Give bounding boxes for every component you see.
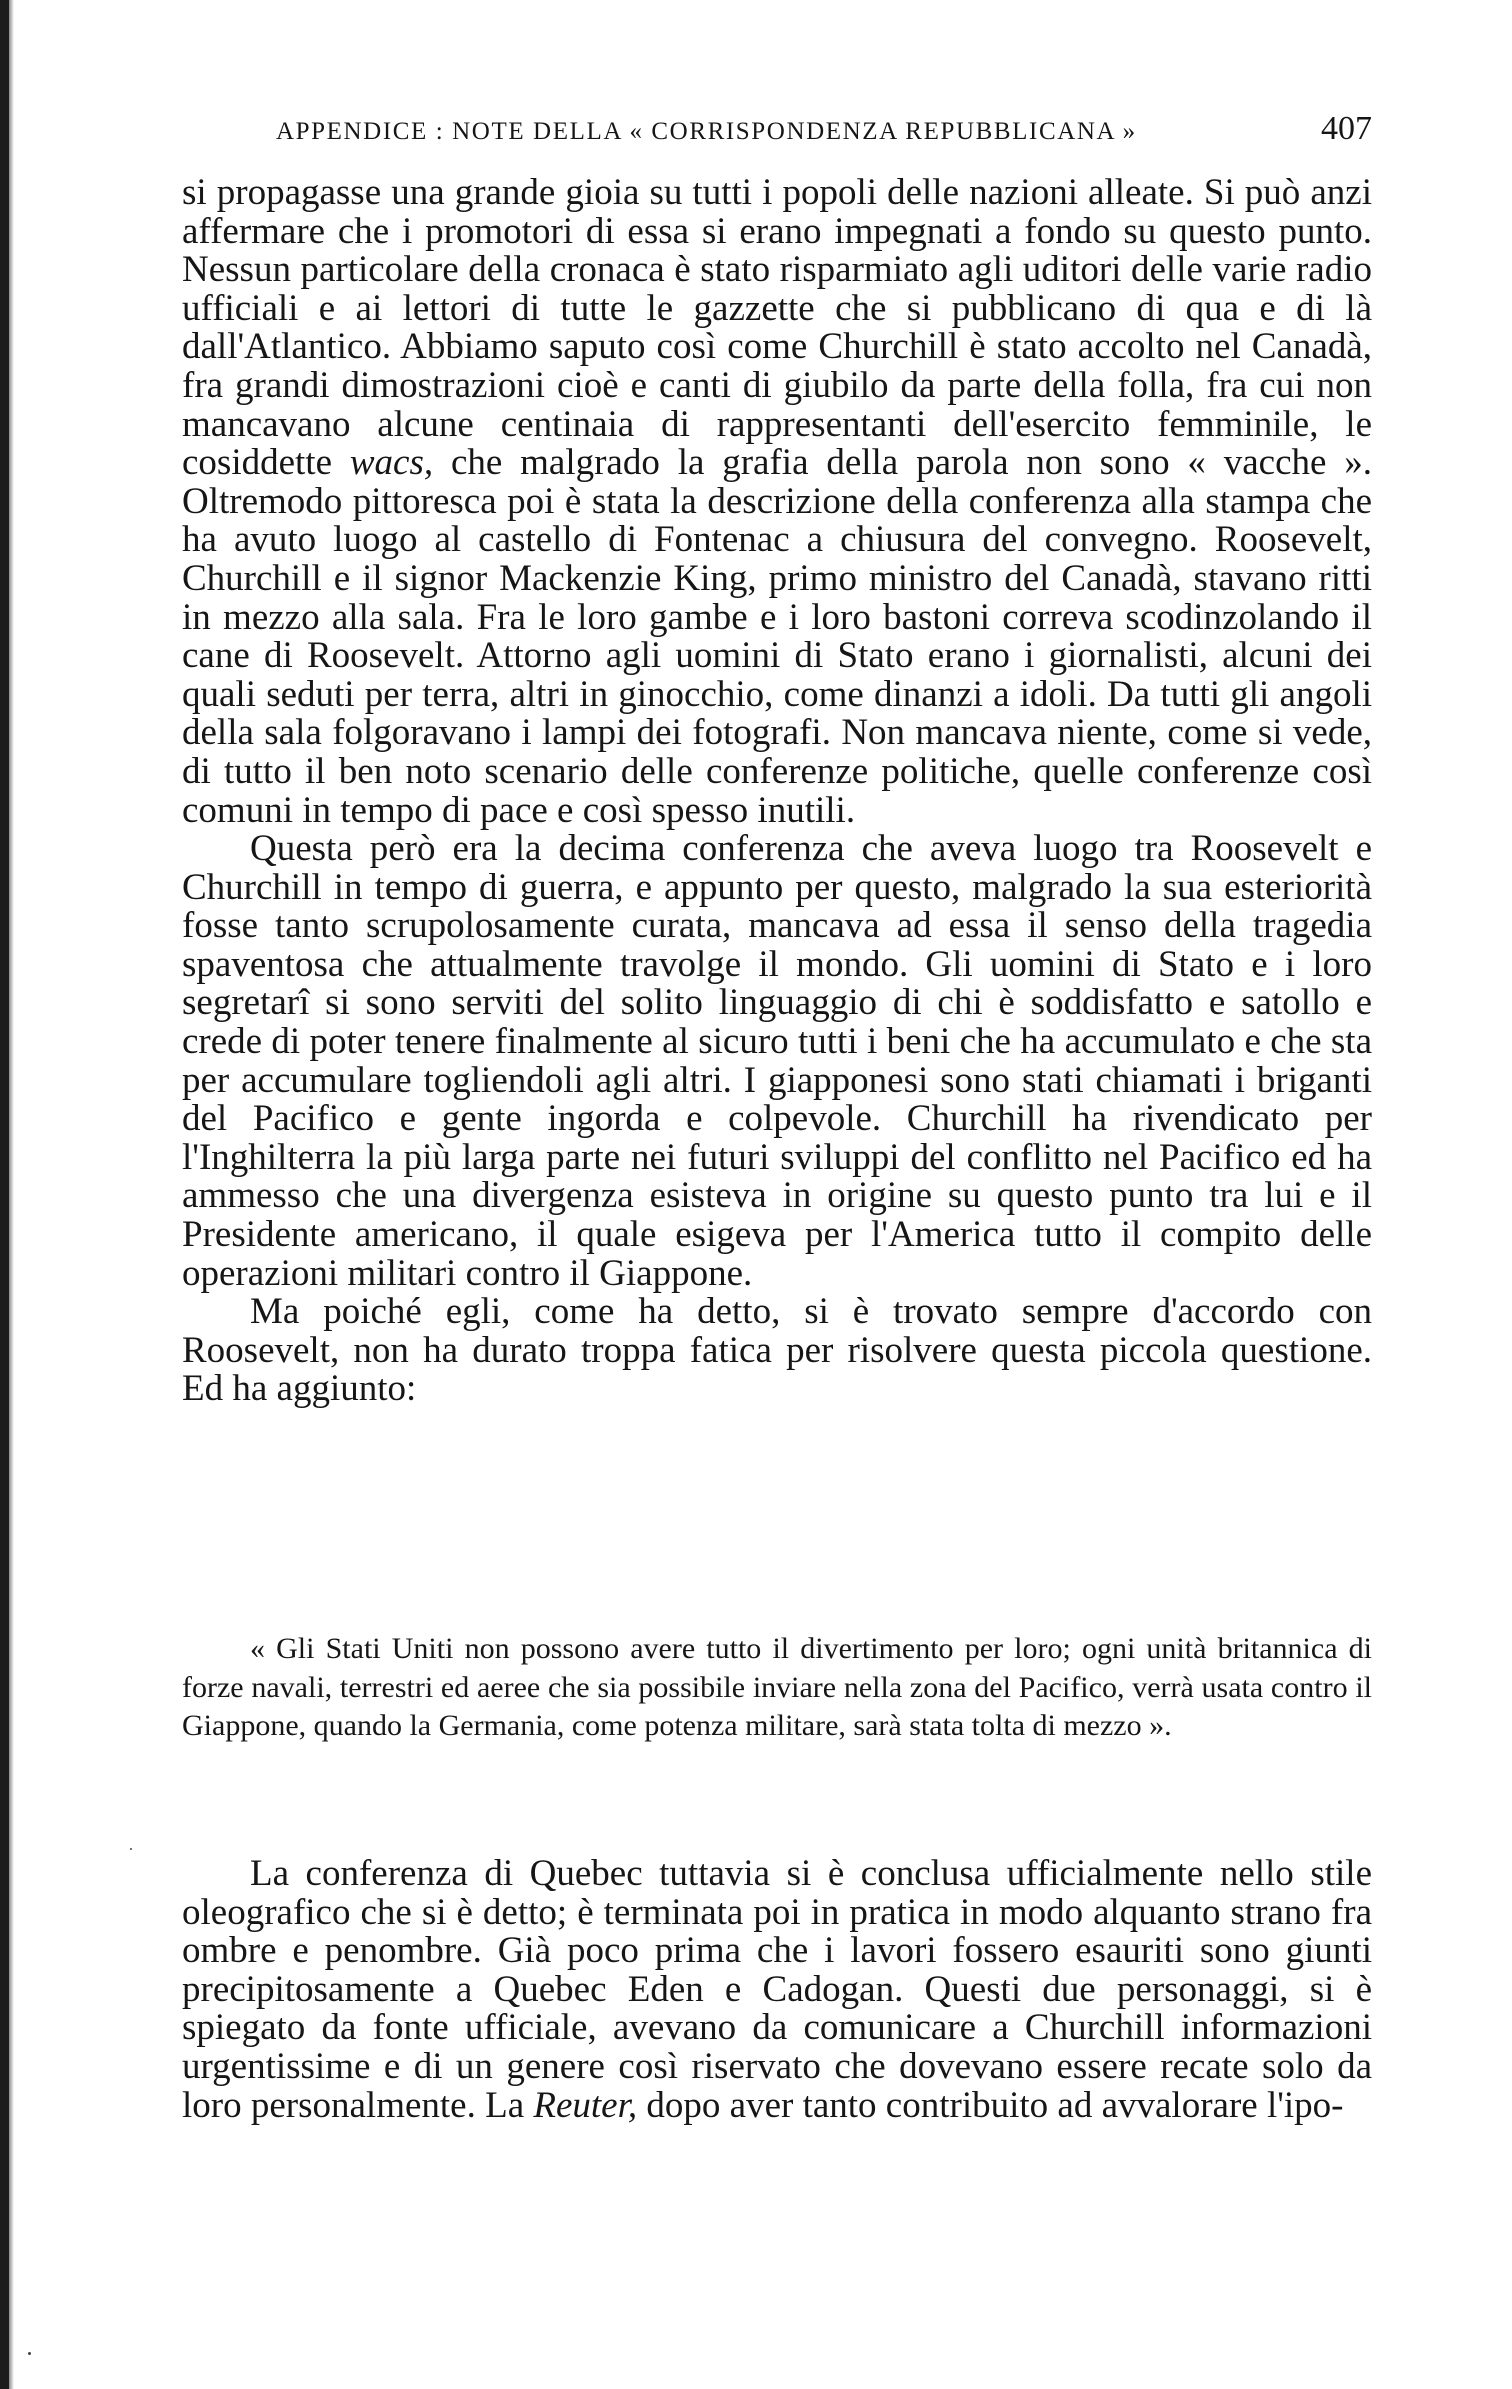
scan-speck xyxy=(28,2352,31,2355)
paragraph-4 xyxy=(182,1855,1372,2125)
block-quote: « Gli Stati Uniti non possono avere tutto il divertimento per loro; ogni unità britannica di forze navali, terrestri ed aeree che sia possibile inviare nella zona del Pacifico, verrà usata contro il Giappone, quando la Germania, come potenza militare, sarà stata tolta di mezzo ». xyxy=(182,1632,1372,1743)
italic-term-reuter: Reuter, xyxy=(533,2084,638,2126)
page-number: 407 xyxy=(1321,110,1372,147)
main-text xyxy=(182,174,1372,1409)
running-title: APPENDICE : NOTE DELLA « CORRISPONDENZA REPUBBLICANA » xyxy=(276,118,1137,145)
paragraph-2: Questa però era la decima conferenza che aveva luogo tra Roosevelt e Churchill in tempo di guerra, e appunto per questo, malgrado la sua esteriorità fosse tanto scrupolosamente curata, mancava ad essa il senso della tragedia spaventosa che attualmente travolge il mondo. Gli uomini di Stato e i loro segretarî si sono serviti del solito linguaggio di chi è soddisfatto e satollo e crede di poter tenere finalmente al sicuro tutti i beni che ha accumulato e che sta per accumulare togliendoli agli altri. I giapponesi sono stati chiamati i briganti del Pacifico e gente ingorda e colpevole. Churchill ha rivendicato per l'Inghilterra la più larga parte nei futuri sviluppi del conflitto nel Pacifico ed ha ammesso che una divergenza esisteva in origine su questo punto tra lui e il Presidente americano, il quale esigeva per l'America tutto il compito delle operazioni militari contro il Giappone. xyxy=(182,828,1372,1294)
page-binding-shadow xyxy=(9,0,14,2389)
paragraph-1 xyxy=(182,174,1372,830)
italic-term-wacs: wacs, xyxy=(349,442,434,484)
paragraph-4-text-b: dopo aver tanto contribuito ad avvalorare l'ipo- xyxy=(646,2084,1344,2126)
page-binding-edge xyxy=(0,0,9,2389)
page-header xyxy=(276,106,1372,156)
paragraph-1-text-b: che malgrado la grafia della parola non sono « vacche ». Oltremodo pittoresca poi è stata la descrizione della conferenza alla stampa che ha avuto luogo al castello di Fontenac a chiusura del convegno. Roosevelt, Churchill e il signor Mackenzie King, primo ministro del Canadà, stavano ritti in mezzo alla sala. Fra le loro gambe e i loro bastoni correva scodinzolando il cane di Roosevelt. Attorno agli uomini di Stato erano i giornalisti, alcuni dei quali seduti per terra, altri in ginocchio, come dinanzi a idoli. Da tutti gli angoli della sala folgoravano i lampi dei fotografi. Non mancava niente, come si vede, di tutto il ben noto scenario delle conferenze politiche, quelle conferenze così comuni in tempo di pace e così spesso inutili. xyxy=(182,442,1373,831)
paragraph-4-text-a: La conferenza di Quebec tuttavia si è conclusa ufficialmente nello stile oleografico che si è detto; è terminata poi in pratica in modo alquanto strano fra ombre e penombre. Già poco prima che i lavori fossero esauriti sono giunti precipitosamente a Quebec Eden e Cadogan. Questi due personaggi, si è spiegato da fonte ufficiale, avevano da comunicare a Churchill informazioni urgentissime e di un genere così riservato che dovevano essere recate solo da loro personalmente. La xyxy=(182,1853,1372,2126)
scan-speck xyxy=(130,1848,132,1850)
paragraph-3: Ma poiché egli, come ha detto, si è trovato sempre d'accordo con Roosevelt, non ha durato troppa fatica per risolvere questa piccola questione. Ed ha aggiunto: xyxy=(182,1291,1372,1410)
paragraph-1-text-a: si propagasse una grande gioia su tutti i popoli delle nazioni alleate. Si può anzi affermare che i promotori di essa si erano impegnati a fondo su questo punto. Nessun particolare della cronaca è stato risparmiato agli uditori delle varie radio ufficiali e ai lettori di tutte le gazzette che si pubblicano di qua e di là dall'Atlantico. Abbiamo saputo così come Churchill è stato accolto nel Canadà, fra grandi dimostrazioni cioè e canti di giubilo da parte della folla, fra cui non mancavano alcune centinaia di rappresentanti dell'esercito femminile, le cosiddette xyxy=(182,172,1372,484)
